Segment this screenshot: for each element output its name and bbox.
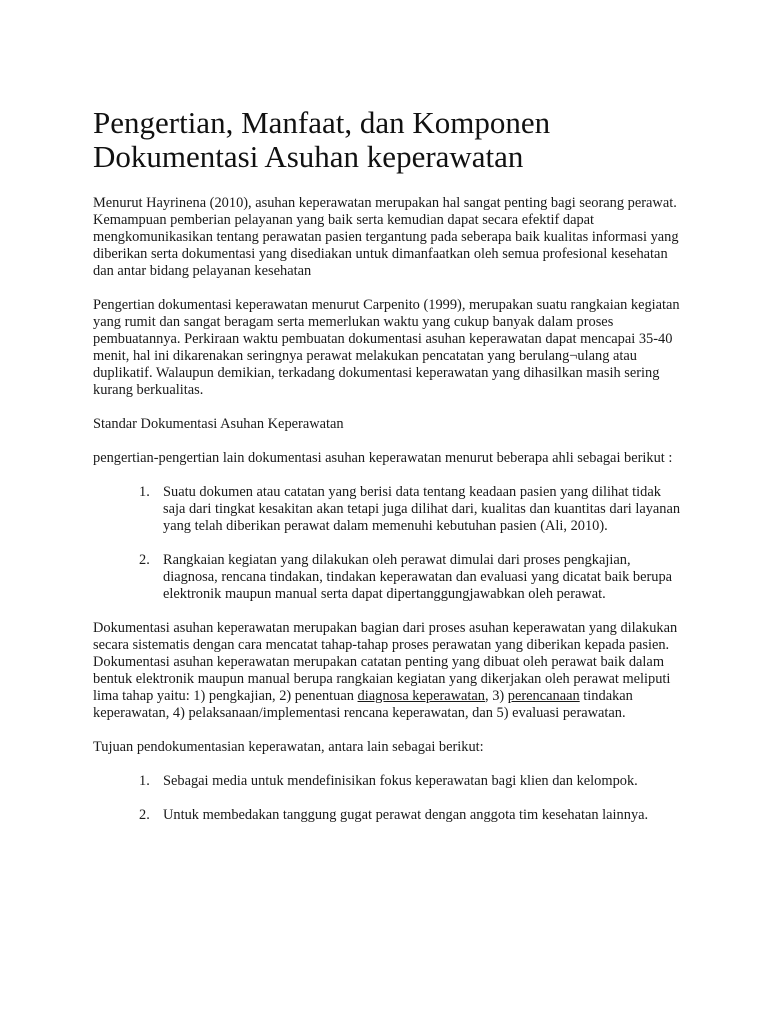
list-item-number: 2. (139, 807, 150, 823)
list-item-number: 1. (139, 773, 150, 789)
paragraph-experts: pengertian-pengertian lain dokumentasi asuhan keperawatan menurut beberapa ahli sebagai berikut : (93, 450, 673, 466)
document-body (93, 106, 683, 841)
section-subheading: Standar Dokumentasi Asuhan Keperawatan (93, 416, 344, 432)
list-item (93, 552, 683, 603)
expert-definition-list (93, 484, 683, 603)
list-item-text: Untuk membedakan tanggung gugat perawat dengan anggota tim kesehatan lainnya. (163, 807, 649, 823)
list-item-number: 2. (139, 552, 150, 568)
paragraph-intro: Menurut Hayrinena (2010), asuhan keperawatan merupakan hal sangat penting bagi seorang perawat. Kemampuan pemberian pelayanan yang baik serta kemudian dapat secara efektif dapat mengkomunikasikan tentang perawatan pasien tergantung pada seberapa baik kualitas informasi yang diberikan serta dokumentasi yang disediakan untuk dimanfaatkan oleh semua profesional kesehatan dan antar bidang pelayanan kesehatan (93, 195, 679, 279)
goals-list (93, 773, 683, 824)
list-item (93, 773, 683, 790)
list-item-number: 1. (139, 484, 150, 500)
list-item (93, 484, 683, 535)
link-diagnosa-keperawatan[interactable]: diagnosa keperawatan (357, 688, 486, 704)
list-item (93, 807, 683, 824)
paragraph-stages-text-2: , 3) (485, 688, 508, 704)
paragraph-stages-text-3: tindakan keperawatan, 4) pelaksanaan/implementasi rencana keperawatan, dan 5) evaluasi perawatan. (93, 688, 633, 721)
list-item-text: Suatu dokumen atau catatan yang berisi data tentang keadaan pasien yang dilihat tidak saja dari tingkat kesakitan akan tetapi juga dilihat dari, kualitas dan kuantitas dari layanan yang telah diberikan perawat dalam memenuhi kebutuhan pasien (Ali, 2010). (163, 484, 681, 534)
paragraph-goals: Tujuan pendokumentasian keperawatan, antara lain sebagai berikut: (93, 739, 484, 755)
paragraph-stages (93, 620, 683, 722)
link-perencanaan[interactable]: perencanaan (507, 688, 580, 704)
list-item-text: Rangkaian kegiatan yang dilakukan oleh perawat dimulai dari proses pengkajian, diagnosa, rencana tindakan, tindakan keperawatan dan evaluasi yang dicatat baik berupa elektronik maupun manual serta dapat dipertanggungjawabkan oleh perawat. (163, 552, 673, 602)
paragraph-stages-text-1: Dokumentasi asuhan keperawatan merupakan bagian dari proses asuhan keperawatan yang dilakukan secara sistematis dengan cara mencatat tahap-tahap proses perawatan yang diberikan kepada pasien. Dokumentasi asuhan keperawatan merupakan catatan penting yang dibuat oleh perawat baik dalam bentuk elektronik maupun manual berupa rangkaian kegiatan yang dikerjakan oleh perawat meliputi lima tahap yaitu: 1) pengkajian, 2) penentuan (93, 620, 678, 704)
list-item-text: Sebagai media untuk mendefinisikan fokus keperawatan bagi klien dan kelompok. (163, 773, 638, 789)
paragraph-definition: Pengertian dokumentasi keperawatan menurut Carpenito (1999), merupakan suatu rangkaian kegiatan yang rumit dan sangat beragam serta memerlukan waktu yang cukup banyak dalam proses pembuatannya. Perkiraan waktu pembuatan dokumentasi asuhan keperawatan dapat mencapai 35-40 menit, hal ini dikarenakan seringnya perawat melakukan pencatatan yang berulang¬ulang atau duplikatif. Walaupun demikian, terkadang dokumentasi keperawatan yang dihasilkan masih sering kurang berkualitas. (93, 297, 680, 398)
page-title: Pengertian, Manfaat, dan Komponen Dokumentasi Asuhan keperawatan (93, 105, 551, 174)
